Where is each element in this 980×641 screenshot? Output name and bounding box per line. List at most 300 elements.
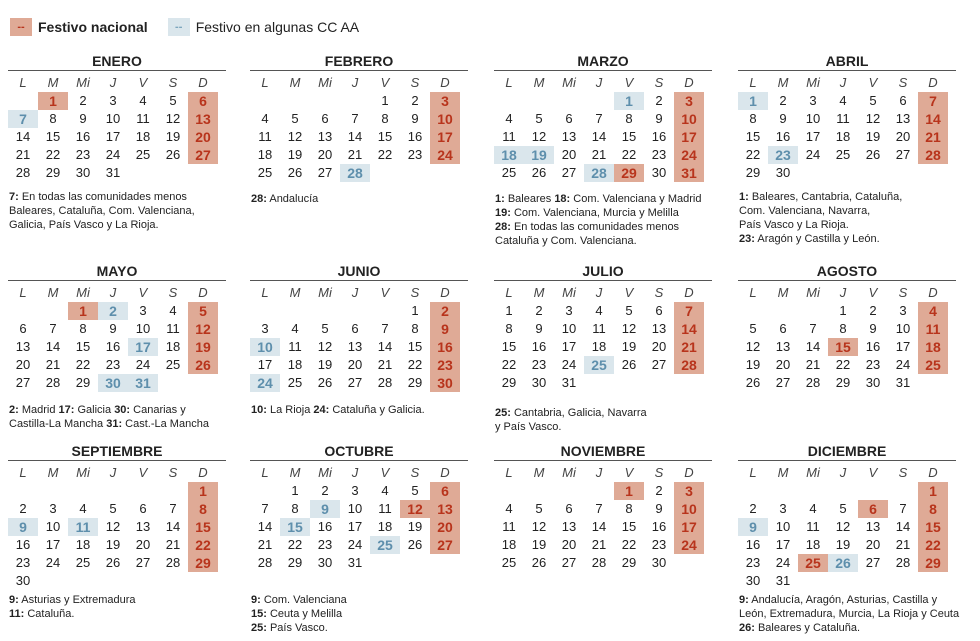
empty-cell [768,302,798,320]
day-cell: 13 [775,339,791,354]
month-febrero [250,52,468,182]
day-cell: 21 [15,147,31,162]
weekday-header: Mi [806,285,820,300]
empty-cell [798,482,828,500]
day-cell: 12 [531,129,547,144]
weekday-header: V [380,465,390,480]
day-cell: 1 [839,303,847,318]
weekday-header: M [289,75,301,90]
national-holiday-cell: 14 [918,110,948,128]
note-text: Cast.-La Mancha [122,418,209,430]
weekday-header: Mi [76,465,90,480]
day-cell: 31 [347,555,363,570]
day-cell: 12 [621,321,637,336]
weekday-header: V [624,75,634,90]
day-cell: 4 [79,501,87,516]
month-title: JULIO [494,262,712,281]
day-cell: 24 [775,555,791,570]
day-cell: 3 [109,93,117,108]
national-holiday-cell: 24 [674,146,704,164]
day-cell: 22 [745,147,761,162]
empty-cell [38,482,68,500]
day-cell: 19 [407,519,423,534]
day-cell: 8 [625,111,633,126]
day-cell: 24 [347,537,363,552]
weekday-header: J [351,285,359,300]
month-notes [9,190,195,232]
weekday-header: D [198,285,208,300]
weekday-header: L [261,75,269,90]
regional-holiday-cell: 25 [370,536,400,554]
day-cell: 27 [775,375,791,390]
day-cell: 10 [45,519,61,534]
month-notes [9,593,136,621]
weekday-header: J [595,285,603,300]
day-cell: 6 [351,321,359,336]
note-line [251,403,425,417]
day-cell: 29 [621,555,637,570]
weekday-header: L [505,465,513,480]
month-notes [251,192,318,206]
day-cell: 10 [347,501,363,516]
day-cell: 18 [135,129,151,144]
note-date: 9: [9,594,19,606]
weekday-header: V [868,465,878,480]
weekday-header: M [47,285,59,300]
day-cell: 16 [531,339,547,354]
national-holiday-cell: 2 [430,302,460,320]
day-cell: 2 [535,303,543,318]
note-line [9,403,209,417]
day-cell: 23 [407,147,423,162]
weekday-header: Mi [76,75,90,90]
day-cell: 11 [136,111,150,126]
weekday-header: D [928,75,938,90]
day-cell: 25 [501,555,517,570]
weekday-header: D [440,285,450,300]
weekday-header: S [168,75,178,90]
day-cell: 7 [169,501,177,516]
day-cell: 15 [75,339,91,354]
day-cell: 1 [411,303,419,318]
national-holiday-cell: 15 [188,518,218,536]
day-cell: 21 [165,537,181,552]
weekday-header: Mi [318,285,332,300]
note-text: Aragón y Castilla y León. [754,233,880,245]
day-cell: 28 [45,375,61,390]
note-date: 25: [251,622,267,634]
day-cell: 26 [105,555,121,570]
legend-regional [168,18,359,36]
day-cell: 31 [895,375,911,390]
day-cell: 15 [501,339,517,354]
day-cell: 30 [651,165,667,180]
day-cell: 23 [531,357,547,372]
weekday-header: M [777,285,789,300]
day-cell: 7 [899,501,907,516]
day-cell: 5 [869,93,877,108]
day-cell: 11 [592,321,606,336]
day-cell: 7 [381,321,389,336]
note-line [251,192,318,206]
day-cell: 5 [839,501,847,516]
legend-national [10,18,148,36]
day-cell: 4 [839,93,847,108]
day-cell: 28 [377,375,393,390]
weekday-header: J [839,285,847,300]
day-cell: 2 [321,483,329,498]
day-cell: 13 [651,321,667,336]
weekday-header: J [351,75,359,90]
day-cell: 25 [501,165,517,180]
national-holiday-cell: 17 [674,128,704,146]
day-cell: 6 [899,93,907,108]
month-notes [251,593,347,635]
day-cell: 5 [169,93,177,108]
empty-cell [8,92,38,110]
empty-cell [524,482,554,500]
day-cell: 20 [651,339,667,354]
month-octubre [250,442,468,572]
day-cell: 27 [347,375,363,390]
day-cell: 5 [535,501,543,516]
day-cell: 22 [377,147,393,162]
national-holiday-cell: 3 [674,482,704,500]
day-cell: 30 [531,375,547,390]
day-cell: 1 [291,483,299,498]
weekday-header: V [380,75,390,90]
weekday-header: J [595,75,603,90]
day-cell: 11 [166,321,180,336]
month-mayo [8,262,226,392]
empty-cell [280,92,310,110]
day-cell: 2 [411,93,419,108]
national-holiday-cell: 29 [918,554,948,572]
weekday-header: M [289,285,301,300]
weekday-header: M [777,465,789,480]
day-cell: 23 [105,357,121,372]
weekday-header: S [168,285,178,300]
month-title: NOVIEMBRE [494,442,712,461]
day-cell: 28 [257,555,273,570]
month-enero [8,52,226,182]
day-cell: 17 [561,339,577,354]
empty-cell [38,302,68,320]
note-text: y País Vasco. [495,421,562,433]
note-text: Baleares y Cataluña. [754,622,861,634]
day-cell: 7 [351,111,359,126]
national-holiday-cell: 6 [430,482,460,500]
note-text: Galicia [74,404,115,416]
national-holiday-cell: 22 [188,536,218,554]
month-grid [494,464,712,572]
regional-holiday-cell: 30 [98,374,128,392]
weekday-header: J [109,465,117,480]
day-cell: 28 [591,555,607,570]
day-cell: 18 [165,339,181,354]
national-holiday-cell: 13 [188,110,218,128]
day-cell: 9 [79,111,87,126]
national-holiday-cell: 28 [674,356,704,374]
national-holiday-cell: 1 [188,482,218,500]
note-date: 31: [106,418,123,430]
month-grid [250,464,468,572]
day-cell: 22 [287,537,303,552]
weekday-header: L [261,465,269,480]
regional-holiday-cell: 10 [250,338,280,356]
weekday-header: S [410,75,420,90]
day-cell: 9 [535,321,543,336]
national-holiday-cell: 13 [430,500,460,518]
month-grid [494,284,712,392]
day-cell: 24 [135,357,151,372]
day-cell: 20 [895,129,911,144]
month-title: AGOSTO [738,262,956,281]
month-grid [738,74,956,182]
day-cell: 3 [565,303,573,318]
day-cell: 19 [621,339,637,354]
national-holiday-cell: 29 [188,554,218,572]
weekday-header: L [749,285,757,300]
empty-cell [858,482,888,500]
day-cell: 30 [651,555,667,570]
day-cell: 20 [865,537,881,552]
note-date: 18: [554,193,571,205]
day-cell: 16 [317,519,333,534]
note-line [9,607,136,621]
day-cell: 4 [261,111,269,126]
month-title: DICIEMBRE [738,442,956,461]
day-cell: 13 [561,519,577,534]
day-cell: 12 [835,519,851,534]
weekday-header: J [595,465,603,480]
day-cell: 20 [317,147,333,162]
weekday-header: D [198,465,208,480]
day-cell: 1 [505,303,513,318]
day-cell: 7 [595,111,603,126]
day-cell: 17 [105,129,121,144]
day-cell: 17 [775,537,791,552]
month-title: MARZO [494,52,712,71]
day-cell: 19 [287,147,303,162]
weekday-header: D [684,285,694,300]
national-holiday-cell: 23 [430,356,460,374]
month-grid [8,464,226,590]
national-holiday-cell: 7 [674,302,704,320]
note-date: 1: [739,191,749,203]
day-cell: 16 [105,339,121,354]
day-cell: 12 [531,519,547,534]
day-cell: 14 [805,339,821,354]
day-cell: 6 [19,321,27,336]
day-cell: 27 [135,555,151,570]
day-cell: 4 [169,303,177,318]
day-cell: 11 [258,129,272,144]
day-cell: 23 [317,537,333,552]
day-cell: 8 [839,321,847,336]
day-cell: 17 [257,357,273,372]
empty-cell [250,302,280,320]
day-cell: 22 [501,357,517,372]
weekday-header: S [898,285,908,300]
day-cell: 20 [561,537,577,552]
empty-cell [280,302,310,320]
empty-cell [128,482,158,500]
day-cell: 24 [561,357,577,372]
note-text: Com. Valenciana, Navarra, [739,205,871,217]
day-cell: 29 [745,165,761,180]
day-cell: 10 [135,321,151,336]
national-holiday-cell: 17 [430,128,460,146]
day-cell: 29 [45,165,61,180]
national-holiday-cell: 20 [430,518,460,536]
day-cell: 30 [15,573,31,588]
regional-holiday-cell: 9 [738,518,768,536]
weekday-header: L [749,75,757,90]
day-cell: 9 [109,321,117,336]
day-cell: 13 [865,519,881,534]
regional-holiday-cell: 1 [738,92,768,110]
note-line [251,593,347,607]
note-line [495,406,647,420]
day-cell: 27 [865,555,881,570]
day-cell: 23 [15,555,31,570]
weekday-header: L [19,75,27,90]
day-cell: 2 [19,501,27,516]
day-cell: 6 [139,501,147,516]
day-cell: 26 [317,375,333,390]
regional-holiday-cell: 25 [584,356,614,374]
day-cell: 15 [45,129,61,144]
day-cell: 17 [805,129,821,144]
note-date: 28: [495,221,511,233]
regional-swatch: -- [168,18,190,36]
day-cell: 25 [257,165,273,180]
month-grid [250,74,468,182]
note-line [495,206,701,220]
day-cell: 29 [75,375,91,390]
note-text: Baleares, Cataluña, Com. Valenciana, [9,205,195,217]
national-holiday-cell: 21 [918,128,948,146]
day-cell: 21 [257,537,273,552]
day-cell: 8 [49,111,57,126]
weekday-header: Mi [562,285,576,300]
national-holiday-cell: 30 [430,374,460,392]
day-cell: 17 [895,339,911,354]
note-text: Com. Valenciana y Madrid [570,193,702,205]
month-notes [251,403,425,417]
note-text: La Rioja [266,404,314,416]
national-holiday-cell: 26 [188,356,218,374]
note-date: 1: [495,193,505,205]
national-holiday-cell: 22 [918,536,948,554]
weekday-header: S [654,75,664,90]
note-text: En todas las comunidades menos [510,221,680,233]
day-cell: 20 [775,357,791,372]
day-cell: 7 [49,321,57,336]
national-holiday-cell: 12 [188,320,218,338]
day-cell: 9 [779,111,787,126]
weekday-header: S [654,465,664,480]
weekday-header: V [380,285,390,300]
day-cell: 23 [745,555,761,570]
day-cell: 14 [45,339,61,354]
note-text: País Vasco y La Rioja. [739,219,849,231]
note-line [251,607,347,621]
day-cell: 15 [621,519,637,534]
day-cell: 16 [745,537,761,552]
month-notes [739,593,959,635]
day-cell: 21 [347,147,363,162]
day-cell: 25 [835,147,851,162]
empty-cell [554,92,584,110]
note-line [251,621,347,635]
month-agosto [738,262,956,392]
note-text: Com. Valenciana [260,594,347,606]
day-cell: 11 [288,339,302,354]
day-cell: 3 [351,483,359,498]
day-cell: 23 [651,537,667,552]
day-cell: 16 [865,339,881,354]
note-line [739,190,902,204]
day-cell: 14 [165,519,181,534]
day-cell: 14 [591,129,607,144]
day-cell: 31 [561,375,577,390]
day-cell: 21 [591,147,607,162]
national-holiday-cell: 1 [38,92,68,110]
note-date: 25: [495,407,511,419]
day-cell: 8 [381,111,389,126]
day-cell: 11 [806,519,820,534]
note-text: León, Extremadura, Murcia, La Rioja y Ceuta [739,608,960,620]
day-cell: 14 [895,519,911,534]
day-cell: 26 [407,537,423,552]
day-cell: 19 [865,129,881,144]
note-text: País Vasco. [266,622,328,634]
national-holiday-cell: 12 [400,500,430,518]
day-cell: 18 [591,339,607,354]
day-cell: 27 [317,165,333,180]
month-title: SEPTIEMBRE [8,442,226,461]
day-cell: 19 [531,537,547,552]
national-holiday-cell: 6 [858,500,888,518]
weekday-header: Mi [76,285,90,300]
day-cell: 22 [75,357,91,372]
month-marzo [494,52,712,182]
month-title: OCTUBRE [250,442,468,461]
month-title: ENERO [8,52,226,71]
day-cell: 18 [287,357,303,372]
day-cell: 13 [561,129,577,144]
day-cell: 28 [805,375,821,390]
day-cell: 15 [745,129,761,144]
note-date: 17: [58,404,75,416]
day-cell: 2 [779,93,787,108]
weekday-header: J [109,285,117,300]
month-grid [494,74,712,182]
empty-cell [250,92,280,110]
day-cell: 3 [49,501,57,516]
empty-cell [828,482,858,500]
national-holiday-cell: 6 [188,92,218,110]
note-date: 26: [739,622,755,634]
regional-holiday-cell: 31 [128,374,158,392]
day-cell: 14 [591,519,607,534]
regional-holiday-cell: 1 [614,92,644,110]
day-cell: 17 [45,537,61,552]
weekday-header: M [47,75,59,90]
regional-holiday-cell: 9 [310,500,340,518]
